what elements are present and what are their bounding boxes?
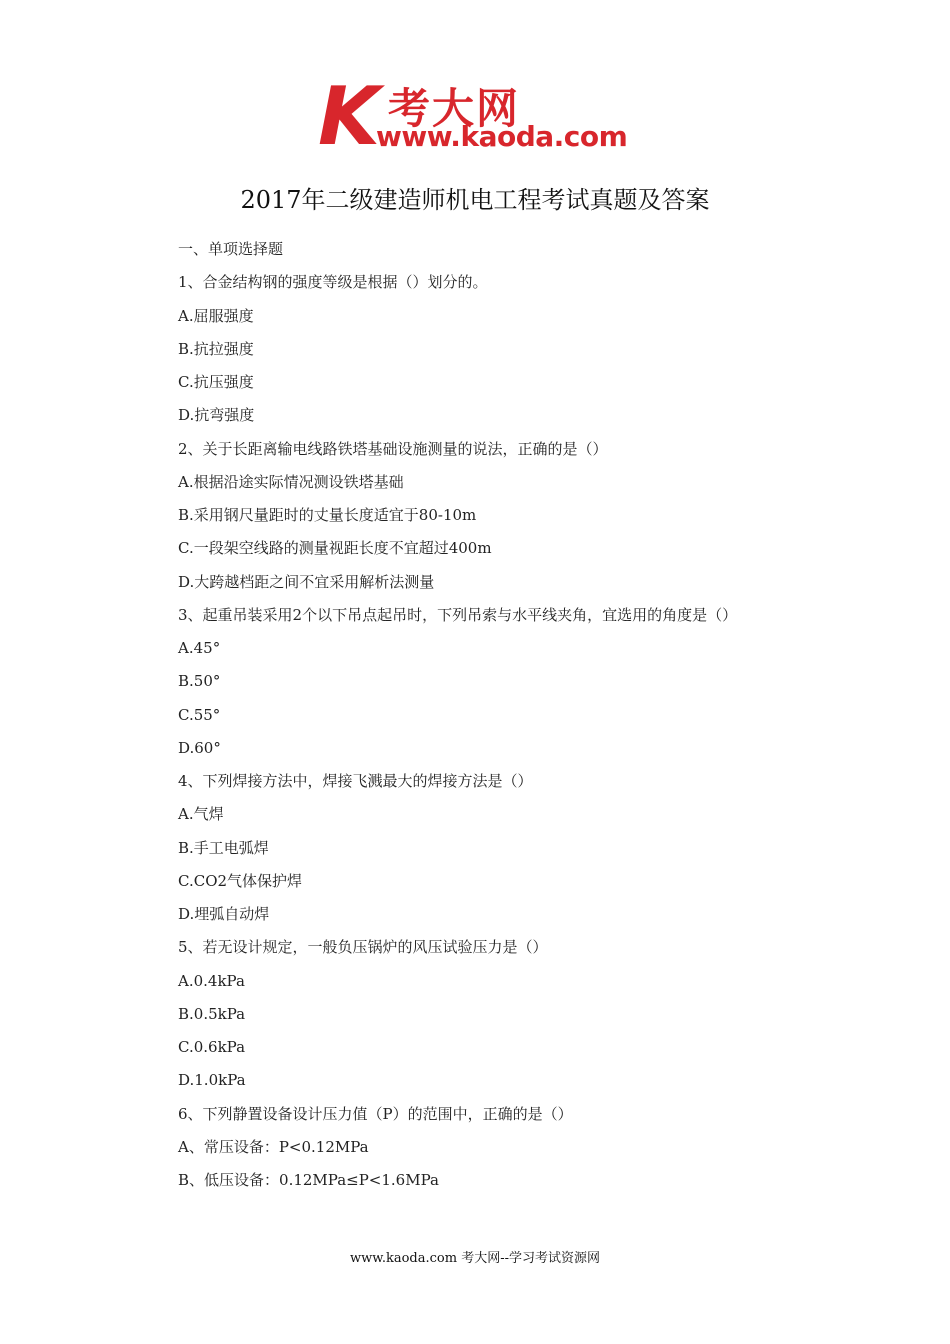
option-3a: A.45° [178, 639, 221, 657]
question-3: 3、起重吊装采用2个以下吊点起吊时，下列吊索与水平线夹角，宜选用的角度是（） [178, 605, 738, 624]
question-list [178, 235, 878, 1199]
option-3c: C.55° [178, 705, 221, 724]
question-2: 2、关于长距离输电线路铁塔基础设施测量的说法，正确的是（） [178, 439, 608, 458]
question-5: 5、若无设计规定，一般负压锅炉的风压试验压力是（） [178, 938, 548, 957]
option-2c: C.一段架空线路的测量视距长度不宜超过400m [178, 539, 492, 558]
kaoda-logo [318, 78, 638, 160]
logo-chinese-name: 考大网 [388, 84, 521, 133]
option-5c: C.0.6kPa [178, 1038, 246, 1056]
option-4b: B.手工电弧焊 [178, 838, 269, 857]
option-4d: D.埋弧自动焊 [178, 905, 270, 923]
question-4: 4、下列焊接方法中，焊接飞溅最大的焊接方法是（） [178, 772, 533, 790]
option-1b: B.抗拉强度 [178, 339, 254, 358]
option-1c: C.抗压强度 [178, 373, 254, 391]
section-heading: 一、单项选择题 [178, 240, 284, 258]
logo-url-text: www.kaoda.com [376, 120, 628, 153]
option-6b: B、低压设备：0.12MPa≤P<1.6MPa [178, 1171, 439, 1189]
page-title: 2017年二级建造师机电工程考试真题及答案 [240, 186, 710, 214]
option-2d: D.大跨越档距之间不宜采用解析法测量 [178, 572, 435, 591]
option-4c: C.CO2气体保护焊 [178, 871, 303, 890]
option-6a: A、常压设备：P<0.12MPa [178, 1137, 369, 1156]
option-5a: A.0.4kPa [178, 971, 245, 990]
svg-text:K: K [318, 78, 380, 150]
option-2a: A.根据沿途实际情况测设铁塔基础 [178, 472, 404, 491]
option-3d: D.60° [178, 738, 221, 757]
option-1a: A.屈服强度 [178, 306, 254, 325]
option-2b: B.采用钢尺量距时的丈量长度适宜于80-10m [178, 506, 477, 524]
option-5d: D.1.0kPa [178, 1071, 246, 1090]
option-3b: B.50° [178, 672, 221, 691]
question-1: 1、合金结构钢的强度等级是根据（）划分的。 [178, 273, 488, 292]
page-footer: www.kaoda.com 考大网--学习考试资源网 [350, 1251, 600, 1266]
option-1d: D.抗弯强度 [178, 406, 255, 425]
question-6: 6、下列静置设备设计压力值（P）的范围中，正确的是（） [178, 1104, 573, 1123]
option-4a: A.气焊 [178, 805, 224, 824]
option-5b: B.0.5kPa [178, 1004, 246, 1023]
